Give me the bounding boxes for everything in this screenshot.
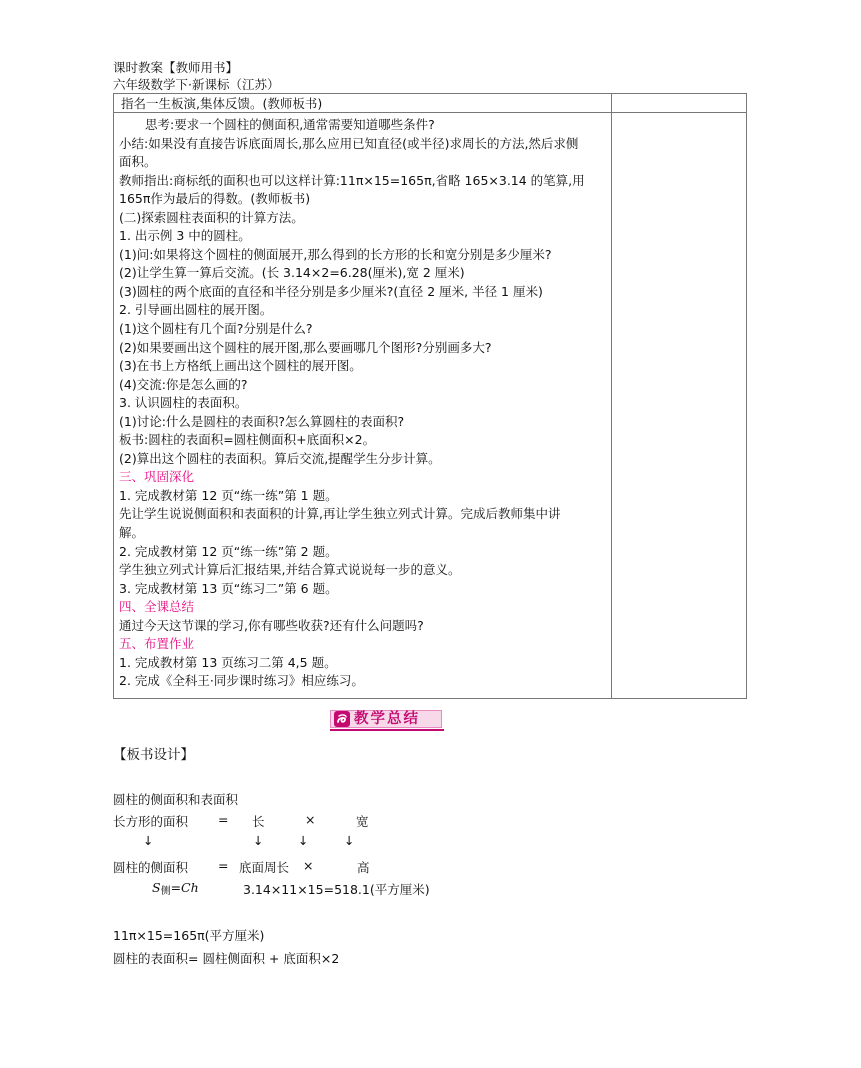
- table-line: 教师指出:商标纸的面积也可以这样计算:11π×15=165π,省略 165×3.14 的笔算,用: [119, 172, 585, 188]
- table-line: 3. 完成教材第 13 页“练习二”第 6 题。: [119, 580, 338, 596]
- equals-sign-2: =: [218, 858, 229, 873]
- rect-area-label: 长方形的面积: [113, 814, 189, 829]
- height-label: 高: [357, 860, 370, 875]
- table-line: 面积。: [119, 154, 157, 170]
- row-divider: [114, 112, 746, 113]
- calculation-2: 11π×15=165π(平方厘米): [113, 928, 265, 943]
- formula-subscript: 侧: [160, 886, 171, 897]
- times-sign-1: ×: [305, 812, 316, 827]
- length-label: 长: [252, 814, 265, 829]
- table-line: 学生独立列式计算后汇报结果,并结合算式说说每一步的意义。: [119, 562, 461, 578]
- table-line: 2. 完成《全科王·同步课时练习》相应练习。: [119, 673, 364, 689]
- table-line: 小结:如果没有直接告诉底面周长,那么应用已知直径(或半径)求周长的方法,然后求侧: [119, 135, 579, 151]
- board-design-title: 【板书设计】: [113, 747, 194, 763]
- table-line: (1)讨论:什么是圆柱的表面积?怎么算圆柱的表面积?: [119, 413, 405, 429]
- column-divider: [611, 94, 612, 698]
- table-line: 2. 引导画出圆柱的展开图。: [119, 302, 273, 318]
- table-line: (2)算出这个圆柱的表面积。算后交流,提醒学生分步计算。: [119, 450, 441, 466]
- table-line: 1. 完成教材第 13 页练习二第 4,5 题。: [119, 654, 337, 670]
- table-line: 思考:要求一个圆柱的侧面积,通常需要知道哪些条件?: [145, 117, 435, 132]
- down-arrow-icon: ↓: [143, 833, 154, 848]
- cylinder-side-label: 圆柱的侧面积: [113, 860, 189, 875]
- table-line: (4)交流:你是怎么画的?: [119, 376, 248, 392]
- banner-underline: [330, 729, 444, 731]
- table-line: (3)圆柱的两个底面的直径和半径分别是多少厘米?(直径 2 厘米, 半径 1 厘米): [119, 283, 543, 299]
- equals-sign-1: =: [218, 812, 229, 827]
- table-content: [119, 116, 606, 691]
- header-line-2: 六年级数学下·新课标（江苏）: [113, 77, 280, 92]
- lesson-table: [113, 93, 747, 699]
- surface-area-formula: 圆柱的表面积= 圆柱侧面积 + 底面积×2: [113, 951, 340, 966]
- board-topic: 圆柱的侧面积和表面积: [113, 792, 239, 807]
- table-line: (二)探索圆柱表面积的计算方法。: [119, 209, 304, 225]
- section-heading: 三、巩固深化: [119, 469, 195, 485]
- table-line: 3. 认识圆柱的表面积。: [119, 395, 248, 411]
- section-heading: 四、全课总结: [119, 599, 195, 615]
- down-arrow-icon: ↓: [344, 833, 355, 848]
- table-line: 先让学生说说侧面积和表面积的计算,再让学生独立列式计算。完成后教师集中讲: [119, 506, 561, 522]
- down-arrow-icon: ↓: [253, 833, 264, 848]
- formula-s: S: [152, 880, 161, 895]
- table-line: (1)这个圆柱有几个面?分别是什么?: [119, 321, 313, 337]
- table-line: 板书:圆柱的表面积=圆柱侧面积+底面积×2。: [119, 432, 376, 448]
- times-sign-2: ×: [303, 858, 314, 873]
- table-line: (1)问:如果将这个圆柱的侧面展开,那么得到的长方形的长和宽分别是多少厘米?: [119, 246, 552, 262]
- table-line: 2. 完成教材第 12 页“练一练”第 2 题。: [119, 543, 338, 559]
- table-line: 解。: [119, 525, 145, 541]
- table-line: 1. 完成教材第 12 页“练一练”第 1 题。: [119, 487, 338, 503]
- table-line: 1. 出示例 3 中的圆柱。: [119, 228, 251, 244]
- table-line: (2)如果要画出这个圆柱的展开图,那么要画哪几个图形?分别画多大?: [119, 339, 492, 355]
- teaching-summary-banner: [330, 710, 444, 732]
- header-line-1: 课时教案【教师用书】: [113, 60, 239, 75]
- down-arrow-icon: ↓: [298, 833, 309, 848]
- width-label: 宽: [356, 814, 369, 829]
- calculation-1: 3.14×11×15=518.1(平方厘米): [243, 882, 430, 897]
- section-heading: 五、布置作业: [119, 636, 195, 652]
- swirl-logo-icon: [334, 711, 350, 727]
- table-line: (3)在书上方格纸上画出这个圆柱的展开图。: [119, 358, 362, 374]
- table-line: 通过今天这节课的学习,你有哪些收获?还有什么问题吗?: [119, 617, 424, 633]
- base-perimeter-label: 底面周长: [239, 860, 290, 875]
- banner-title: 教学总结: [354, 711, 420, 727]
- table-first-row: 指名一生板演,集体反馈。(教师板书): [121, 96, 323, 111]
- side-area-formula: [152, 880, 199, 897]
- table-line: 165π作为最后的得数。(教师板书): [119, 191, 311, 207]
- table-line: (2)让学生算一算后交流。(长 3.14×2=6.28(厘米),宽 2 厘米): [119, 265, 465, 281]
- formula-rest: =Ch: [170, 880, 199, 895]
